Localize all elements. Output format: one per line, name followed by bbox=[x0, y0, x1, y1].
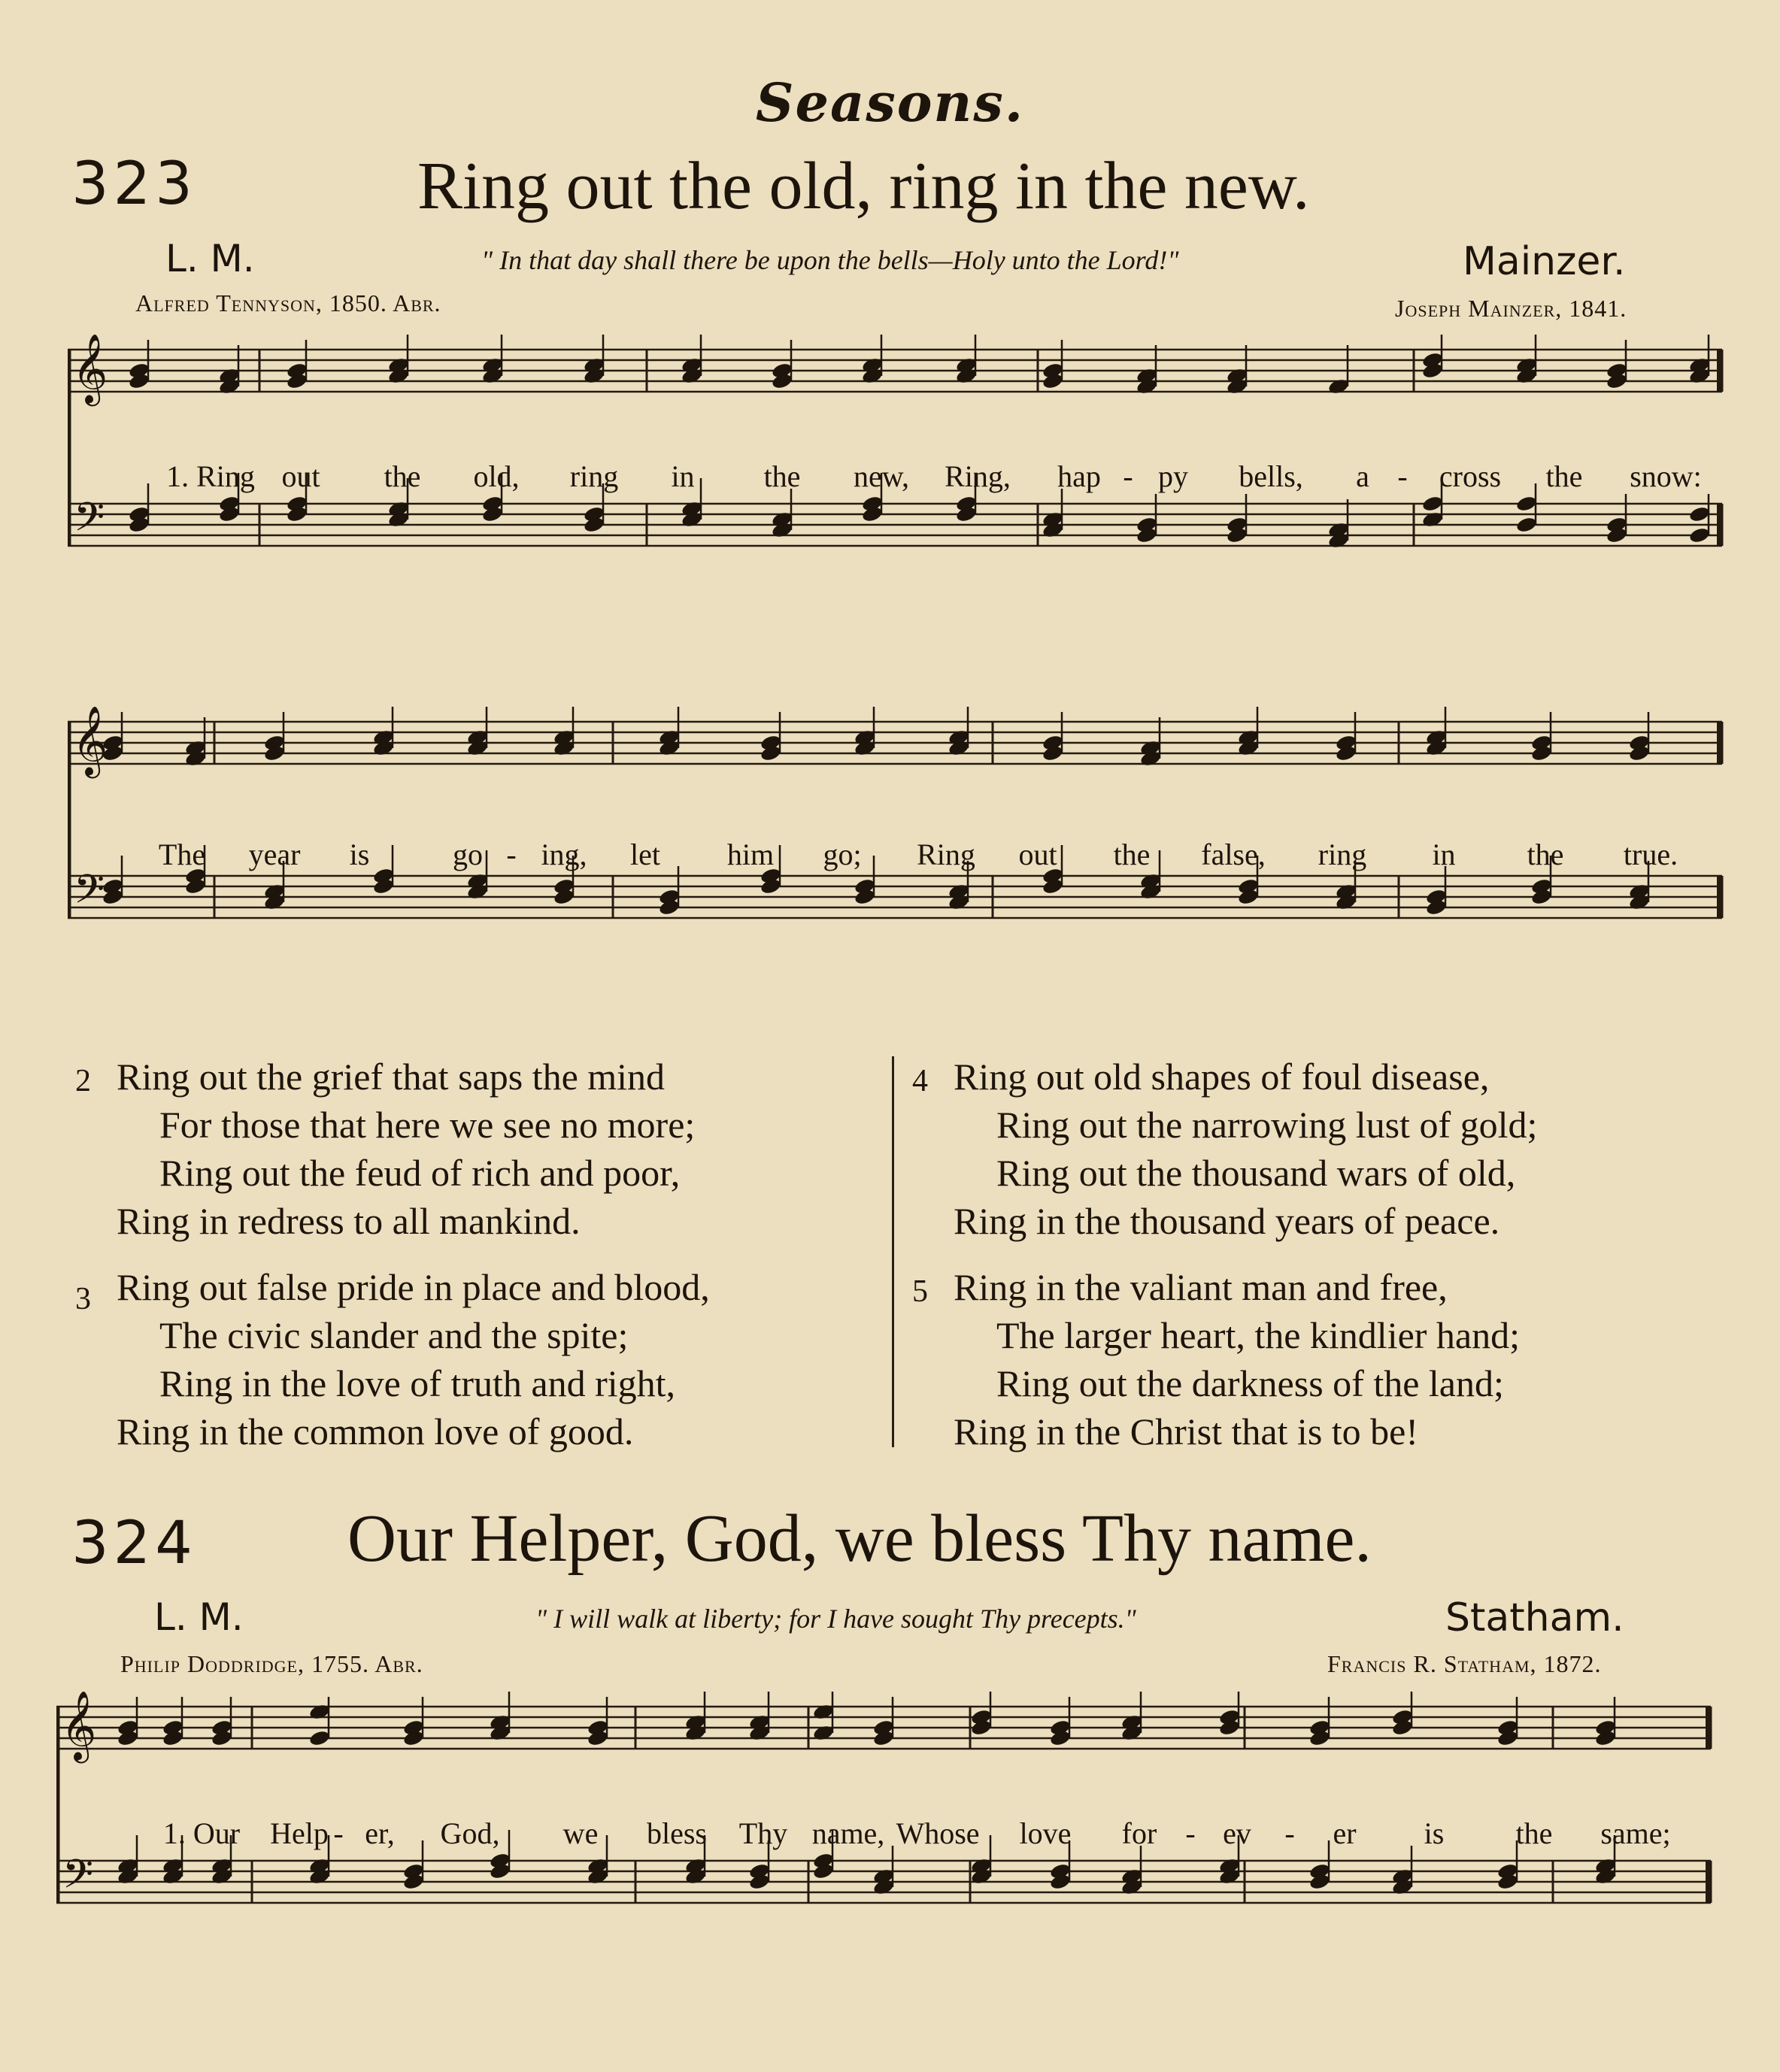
syllable: 1. Ring bbox=[166, 459, 255, 493]
verse-number: 2 bbox=[75, 1064, 91, 1098]
syllable: same; bbox=[1600, 1816, 1671, 1850]
syllable: old, bbox=[473, 459, 520, 493]
syllable: er, bbox=[365, 1816, 395, 1850]
syllable: the bbox=[384, 459, 421, 493]
verse-5 bbox=[912, 1263, 1520, 1456]
syllable: love bbox=[1019, 1816, 1072, 1850]
syllable: ring bbox=[1318, 838, 1367, 871]
note-head bbox=[1515, 516, 1538, 534]
syllable: the bbox=[1545, 459, 1583, 493]
tune-name: Mainzer. bbox=[1463, 239, 1626, 284]
syllable: Whose bbox=[896, 1816, 980, 1850]
hymn-title: Ring out the old, ring in the new. bbox=[417, 149, 1310, 223]
verse-line: Ring in redress to all mankind. bbox=[117, 1200, 581, 1242]
note-head bbox=[1688, 505, 1711, 523]
lyrics-line-3 bbox=[0, 1816, 1780, 1853]
syllable: the bbox=[1113, 838, 1151, 871]
verse-line: Ring in the thousand years of peace. bbox=[954, 1200, 1500, 1242]
note-head bbox=[1421, 495, 1444, 513]
section-heading: Seasons. bbox=[755, 71, 1025, 134]
author-credit: Philip Doddridge, 1755. Abr. bbox=[120, 1650, 423, 1677]
lyrics-line-2 bbox=[0, 837, 1780, 874]
verse-line: Ring out the grief that saps the mind bbox=[117, 1056, 666, 1098]
syllable: - bbox=[1123, 459, 1133, 493]
syllable: in bbox=[1432, 838, 1456, 871]
syllable: false, bbox=[1201, 838, 1266, 871]
bass-clef-icon: 𝄢 bbox=[74, 867, 105, 922]
syllable: out bbox=[1018, 838, 1057, 871]
treble-clef-icon: 𝄞 bbox=[72, 707, 108, 775]
verse-line: The larger heart, the kindlier hand; bbox=[996, 1314, 1521, 1356]
syllable: in bbox=[671, 459, 695, 493]
verse-line: The civic slander and the spite; bbox=[159, 1314, 629, 1356]
syllable: - bbox=[1185, 1816, 1196, 1850]
syllable: Help bbox=[270, 1816, 329, 1850]
syllable: new, bbox=[853, 459, 910, 493]
verse-line: Ring out the feud of rich and poor, bbox=[159, 1152, 681, 1194]
syllable: let bbox=[630, 838, 660, 871]
bass-clef-icon: 𝄢 bbox=[62, 1852, 94, 1907]
meter: L. M. bbox=[154, 1595, 244, 1639]
note-head bbox=[1421, 510, 1444, 529]
composer-credit: Francis R. Statham, 1872. bbox=[1327, 1650, 1602, 1677]
syllable: - bbox=[506, 838, 517, 871]
syllable: we bbox=[563, 1816, 599, 1850]
verse-line: Ring out the thousand wars of old, bbox=[996, 1152, 1516, 1194]
syllable: go bbox=[453, 838, 483, 871]
verse-number: 3 bbox=[75, 1282, 91, 1316]
syllable: the bbox=[763, 459, 801, 493]
verse-line: For those that here we see no more; bbox=[159, 1104, 696, 1146]
syllable: a bbox=[1356, 459, 1369, 493]
meter: L. M. bbox=[165, 237, 255, 280]
note-head bbox=[308, 1729, 331, 1747]
treble-clef-icon: 𝄞 bbox=[72, 335, 108, 403]
hymn-number: 323 bbox=[71, 150, 197, 218]
note-head bbox=[812, 1724, 835, 1742]
verse-line: Ring in the valiant man and free, bbox=[954, 1266, 1448, 1308]
syllable: py bbox=[1158, 459, 1188, 493]
syllable: hap bbox=[1057, 459, 1101, 493]
syllable: name, bbox=[811, 1816, 885, 1850]
syllable: Ring bbox=[917, 838, 975, 871]
epigraph: " In that day shall there be upon the bells—Holy unto the Lord!" bbox=[481, 245, 1179, 275]
verse-line: Ring in the love of truth and right, bbox=[159, 1362, 676, 1404]
syllable: er bbox=[1333, 1816, 1357, 1850]
verse-line: Ring in the common love of good. bbox=[117, 1410, 634, 1453]
verse-line: Ring out the darkness of the land; bbox=[996, 1362, 1504, 1404]
tune-name: Statham. bbox=[1445, 1595, 1624, 1640]
bass-clef-icon: 𝄢 bbox=[74, 495, 105, 550]
syllable: go; bbox=[823, 838, 862, 871]
verse-line: Ring out false pride in place and blood, bbox=[117, 1266, 710, 1308]
syllable: for bbox=[1121, 1816, 1157, 1850]
syllable: God, bbox=[440, 1816, 500, 1850]
verse-number: 4 bbox=[912, 1064, 928, 1098]
syllable: The bbox=[158, 838, 206, 871]
verse-line: Ring out old shapes of foul disease, bbox=[954, 1056, 1490, 1098]
syllable: the bbox=[1527, 838, 1564, 871]
verse-3 bbox=[75, 1263, 710, 1456]
verse-2 bbox=[75, 1053, 695, 1245]
note-head bbox=[1688, 526, 1711, 544]
syllable: Ring, bbox=[945, 459, 1011, 493]
note-head bbox=[1515, 495, 1538, 513]
treble-clef-icon: 𝄞 bbox=[61, 1692, 97, 1760]
verse-4 bbox=[912, 1053, 1537, 1245]
syllable: - bbox=[1284, 1816, 1295, 1850]
hymn-title: Our Helper, God, we bless Thy name. bbox=[347, 1501, 1372, 1576]
lyrics-line-1 bbox=[0, 459, 1780, 496]
note-head bbox=[1327, 377, 1350, 395]
syllable: - bbox=[1397, 459, 1408, 493]
syllable: snow: bbox=[1630, 459, 1702, 493]
syllable: true. bbox=[1623, 838, 1678, 871]
note-head bbox=[812, 1703, 835, 1721]
column-divider bbox=[892, 1056, 894, 1447]
syllable: ing, bbox=[541, 838, 587, 871]
syllable: the bbox=[1515, 1816, 1553, 1850]
syllable: is bbox=[1424, 1816, 1445, 1850]
composer-credit: Joseph Mainzer, 1841. bbox=[1395, 295, 1627, 322]
syllable: cross bbox=[1439, 459, 1502, 493]
syllable: ring bbox=[569, 459, 619, 493]
syllable: bless bbox=[647, 1816, 707, 1850]
verse-number: 5 bbox=[912, 1274, 928, 1309]
verse-line: Ring in the Christ that is to be! bbox=[954, 1410, 1419, 1453]
epigraph: " I will walk at liberty; for I have sought Thy precepts." bbox=[535, 1604, 1136, 1634]
syllable: bells, bbox=[1239, 459, 1303, 493]
author-credit: Alfred Tennyson, 1850. Abr. bbox=[135, 289, 441, 317]
syllable: out bbox=[281, 459, 320, 493]
hymn-number: 324 bbox=[71, 1510, 197, 1577]
syllable: 1. Our bbox=[162, 1816, 241, 1850]
syllable: him bbox=[726, 838, 775, 871]
verse-line: Ring out the narrowing lust of gold; bbox=[996, 1104, 1538, 1146]
syllable: year bbox=[248, 838, 301, 871]
syllable: ev bbox=[1223, 1816, 1251, 1850]
note-head bbox=[308, 1703, 331, 1721]
syllable: - bbox=[333, 1816, 344, 1850]
syllable: Thy bbox=[738, 1816, 788, 1850]
syllable: is bbox=[349, 838, 370, 871]
